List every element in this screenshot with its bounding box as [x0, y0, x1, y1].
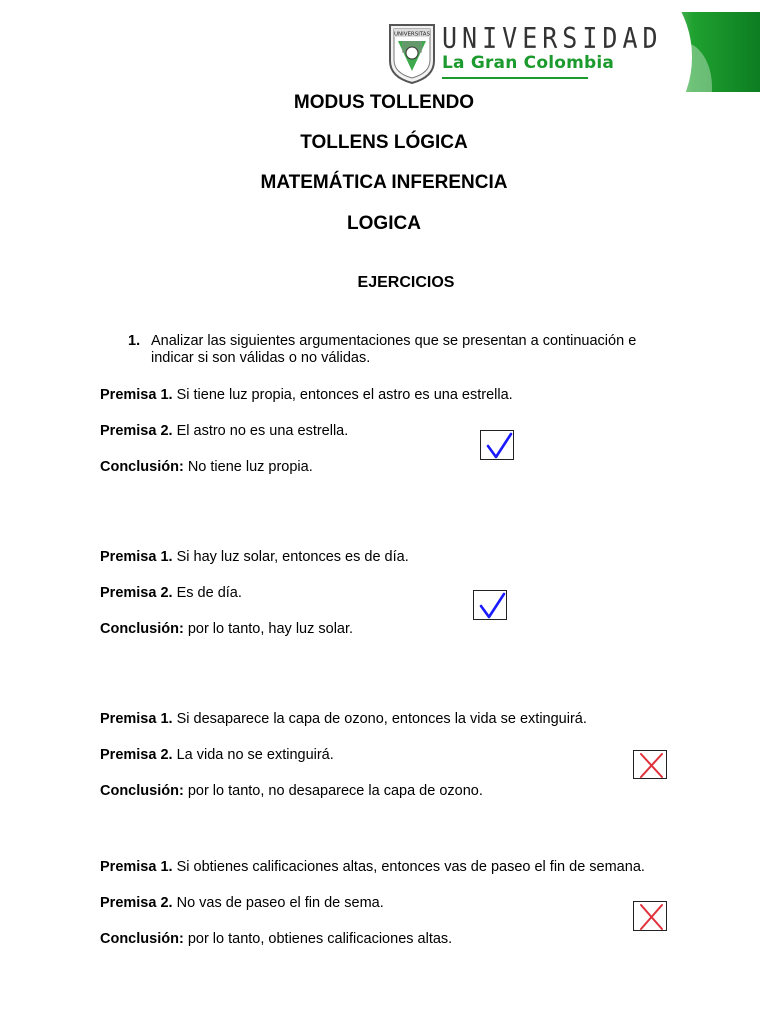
premise-text: Es de día. [176, 585, 242, 601]
premise-label: Premisa 2. [100, 747, 173, 763]
conclusion-label: Conclusión: [100, 783, 184, 799]
crest-label: UNIVERSITAS [393, 31, 431, 38]
premise-label: Premisa 1. [100, 711, 173, 727]
exercise-3-premise-1 [100, 712, 587, 727]
exercise-2-premise-1 [100, 550, 409, 565]
page-title-3: MATEMÁTICA INFERENCIA [260, 172, 508, 193]
exercise-3-premise-2 [100, 748, 334, 763]
page-title-2: TOLLENS LÓGICA [300, 132, 468, 153]
exercise-3-conclusion [100, 784, 483, 799]
instruction-number: 1. [128, 333, 141, 349]
conclusion-label: Conclusión: [100, 621, 184, 637]
exercise-1-premise-1 [100, 388, 513, 403]
exercise-1-premise-2 [100, 424, 348, 439]
university-crest-icon [388, 23, 436, 85]
cross-icon [633, 901, 667, 931]
check-icon [473, 590, 507, 620]
section-title: EJERCICIOS [357, 274, 455, 291]
premise-text: No vas de paseo el fin de sema. [176, 895, 384, 911]
instruction-text: Analizar las siguientes argumentaciones que se presentan a continuación e indicar si son válidas o no válidas. [151, 333, 637, 366]
exercise-1-conclusion [100, 460, 313, 475]
premise-text: La vida no se extinguirá. [176, 747, 334, 763]
premise-label: Premisa 2. [100, 423, 173, 439]
page-title-4: LOGICA [347, 213, 421, 234]
conclusion-label: Conclusión: [100, 931, 184, 947]
premise-label: Premisa 2. [100, 585, 173, 601]
conclusion-label: Conclusión: [100, 459, 184, 475]
exercise-4-premise-1 [100, 860, 645, 875]
premise-label: Premisa 1. [100, 859, 173, 875]
exercise-4-premise-2 [100, 896, 384, 911]
university-underline [442, 77, 588, 79]
conclusion-text: por lo tanto, hay luz solar. [187, 621, 354, 637]
conclusion-text: No tiene luz propia. [187, 459, 313, 475]
university-word: UNIVERSIDAD [442, 21, 663, 56]
premise-label: Premisa 1. [100, 387, 173, 403]
exercise-2-conclusion [100, 622, 353, 637]
check-icon [480, 430, 514, 460]
premise-label: Premisa 2. [100, 895, 173, 911]
premise-label: Premisa 1. [100, 549, 173, 565]
exercise-2-premise-2 [100, 586, 242, 601]
premise-text: Si tiene luz propia, entonces el astro es una estrella. [176, 387, 513, 403]
premise-text: Si obtienes calificaciones altas, entonces vas de paseo el fin de semana. [176, 859, 645, 875]
conclusion-text: por lo tanto, no desaparece la capa de ozono. [187, 783, 483, 799]
cross-icon [633, 750, 667, 779]
exercise-4-conclusion [100, 932, 452, 947]
page-title-1: MODUS TOLLENDO [293, 92, 475, 113]
premise-text: Si desaparece la capa de ozono, entonces la vida se extinguirá. [176, 711, 587, 727]
conclusion-text: por lo tanto, obtienes calificaciones altas. [187, 931, 453, 947]
university-name: La Gran Colombia [442, 53, 615, 73]
premise-text: El astro no es una estrella. [176, 423, 349, 439]
premise-text: Si hay luz solar, entonces es de día. [176, 549, 409, 565]
